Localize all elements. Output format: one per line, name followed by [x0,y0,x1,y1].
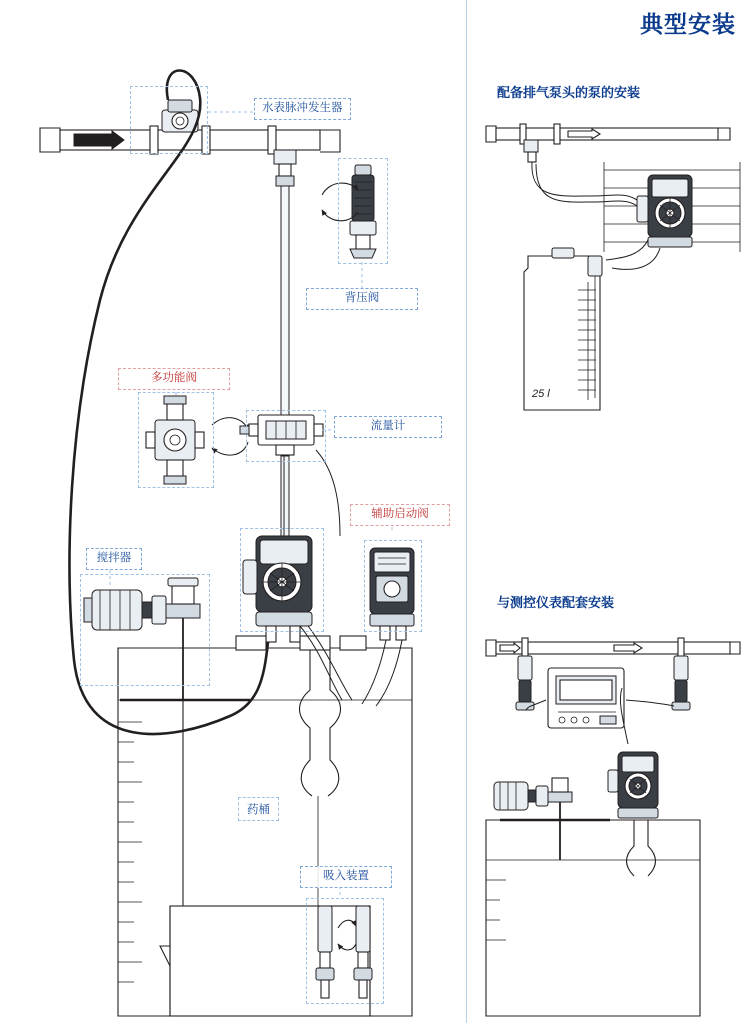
callout-auxiliary-start-valve: 辅助启动阀 [350,504,450,526]
panel-bottom-right-drawing [486,638,740,1016]
page-title: 典型安装 [640,11,736,37]
auxiliary-start-valve-part [370,548,414,640]
callout-water-meter-pulse-generator: 水表脉冲发生器 [254,98,351,120]
panel-top-right-drawing [486,124,740,410]
callout-suction-unit: 吸入装置 [300,866,392,888]
callout-back-pressure-valve: 背压阀 [306,288,418,310]
panel-title-bottom-right: 与测控仪表配套安装 [497,595,615,610]
callout-flow-meter: 流量计 [334,416,442,438]
callout-chemical-tank: 药桶 [238,797,279,821]
dosing-riser-pipe [281,186,289,536]
flow-meter-part [240,415,323,455]
back-pressure-valve-part [322,165,376,258]
panel-title-top-right: 配备排气泵头的泵的安装 [497,85,641,100]
dosing-pump-main [243,456,312,642]
callout-multi-function-valve: 多功能阀 [118,368,230,390]
multi-function-valve-part [146,396,248,484]
label-canister-volume: 25 l [532,388,550,400]
callout-agitator: 搅拌器 [86,548,142,570]
